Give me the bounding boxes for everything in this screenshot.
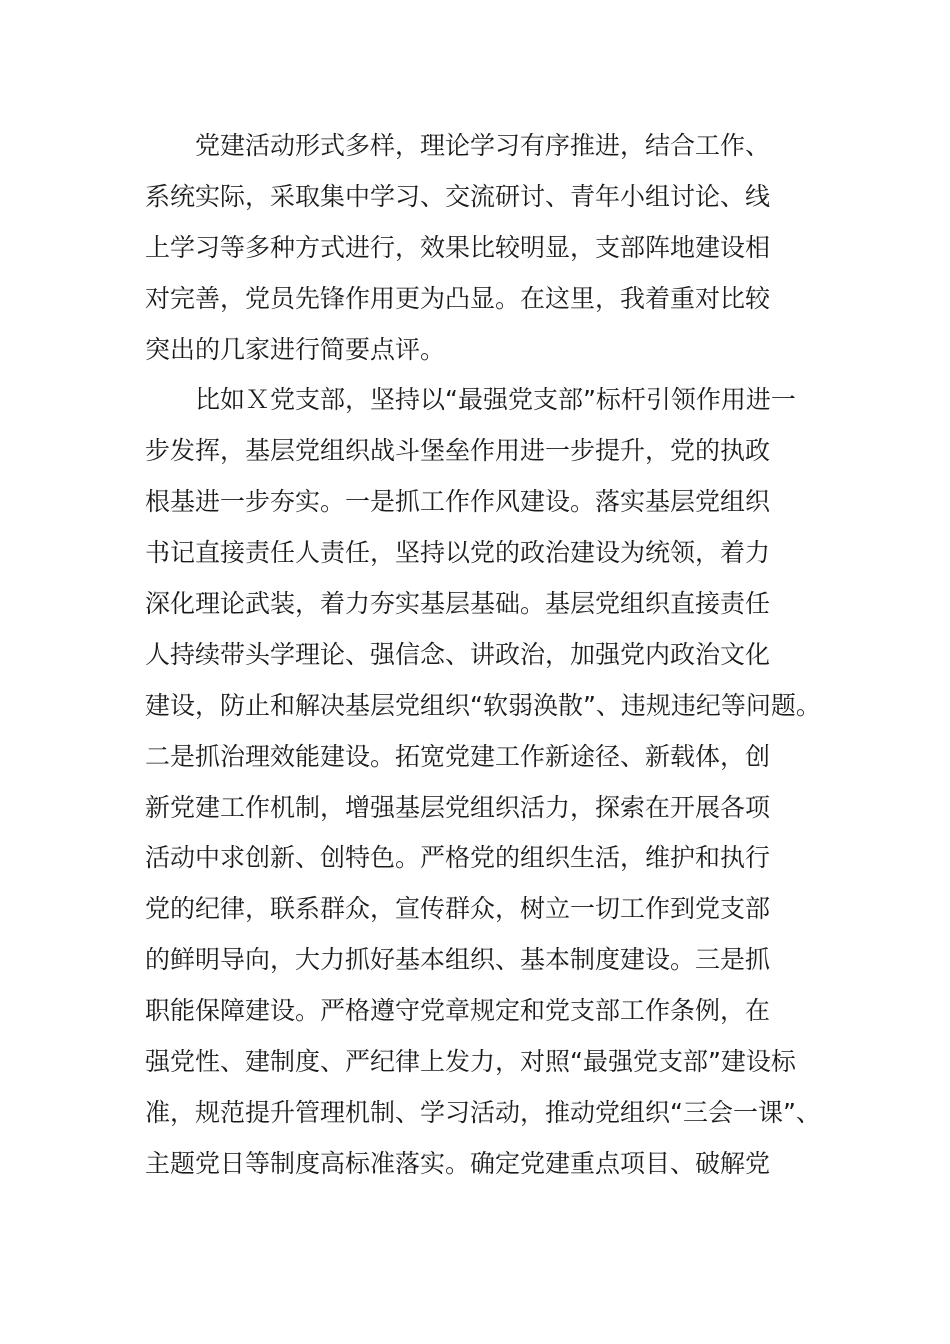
text-line: 步发挥，基层党组织战斗堡垒作用进一步提升，党的执政 bbox=[145, 436, 771, 466]
text-line: 党建活动形式多样，理论学习有序推进，结合工作、 bbox=[195, 131, 771, 160]
text-line: 职能保障建设。严格遵守党章规定和党支部工作条例，在 bbox=[145, 996, 771, 1026]
text-line: 建设，防止和解决基层党组织“软弱涣散”、违规违纪等问题。 bbox=[145, 690, 821, 720]
text-line: 强党性、建制度、严纪律上发力，对照“最强党支部”建设标 bbox=[145, 1047, 796, 1077]
text-line: 新党建工作机制，增强基层党组织活力，探索在开展各项 bbox=[145, 792, 771, 822]
text-line: 的鲜明导向，大力抓好基本组织、基本制度建设。三是抓 bbox=[145, 945, 771, 975]
body-text bbox=[145, 121, 835, 1190]
text-line: 系统实际，采取集中学习、交流研讨、青年小组讨论、线 bbox=[145, 181, 771, 211]
paragraph bbox=[145, 121, 835, 375]
paragraph bbox=[145, 375, 835, 1189]
text-line: 突出的几家进行简要点评。 bbox=[145, 334, 446, 364]
text-line: 活动中求创新、创特色。严格党的组织生活，维护和执行 bbox=[145, 843, 771, 873]
text-line: 深化理论武装，着力夯实基层基础。基层党组织直接责任 bbox=[145, 589, 771, 619]
text-line: 根基进一步夯实。一是抓工作作风建设。落实基层党组织 bbox=[145, 487, 771, 517]
text-line: 书记直接责任人责任，坚持以党的政治建设为统领，着力 bbox=[145, 538, 771, 568]
text-line: 党的纪律，联系群众，宣传群众，树立一切工作到党支部 bbox=[145, 894, 771, 924]
text-line: 比如Ｘ党支部，坚持以“最强党支部”标杆引领作用进一 bbox=[195, 385, 796, 415]
text-line: 主题党日等制度高标准落实。确定党建重点项目、破解党 bbox=[145, 1148, 771, 1178]
text-line: 准，规范提升管理机制、学习活动，推动党组织“三会一课”、 bbox=[145, 1097, 821, 1127]
text-line: 上学习等多种方式进行，效果比较明显，支部阵地建设相 bbox=[145, 232, 771, 262]
text-line: 二是抓治理效能建设。拓宽党建工作新途径、新载体，创 bbox=[145, 741, 771, 771]
text-line: 对完善，党员先锋作用更为凸显。在这里，我着重对比较 bbox=[145, 283, 771, 313]
text-line: 人持续带头学理论、强信念、讲政治，加强党内政治文化 bbox=[145, 639, 771, 669]
